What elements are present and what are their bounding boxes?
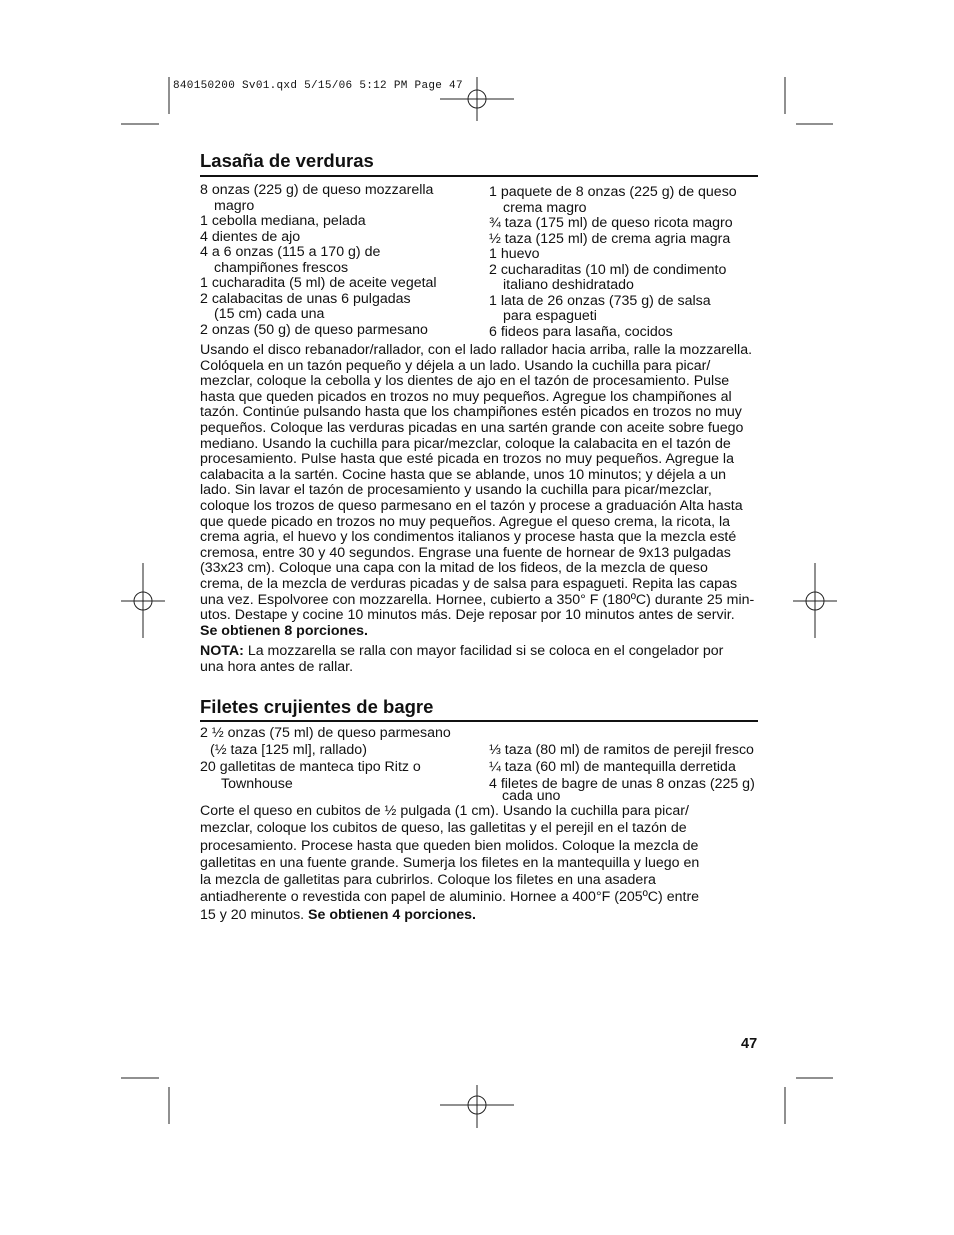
direction-line-last: 15 y 20 minutos. Se obtienen 4 porciones. [200, 906, 476, 923]
ingredient: 1 paquete de 8 onzas (225 g) de queso [489, 184, 737, 200]
ingredient: 4 filetes de bagre de unas 8 onzas (225 g) [489, 776, 755, 792]
ingredients-left-lasana [200, 183, 485, 338]
note-lasana: NOTA: La mozzarella se ralla con mayor facilidad si se coloca en el congelador por [200, 643, 724, 660]
ingredient: 6 fideos para lasaña, cocidos [489, 323, 673, 340]
ingredient: 2 calabacitas de unas 6 pulgadas [200, 290, 411, 307]
ingredients-right-lasana [489, 185, 764, 340]
direction-line: mezclar, coloque la cebolla y los dientes de ajo en el tazón de procesamiento. Pulse [200, 373, 730, 390]
direction-line: antiadherente o revestida con papel de aluminio. Hornee a 400°F (205ºC) entre [200, 889, 700, 906]
note-lasana-cont: una hora antes de rallar. [200, 658, 354, 675]
yield-lasana: Se obtienen 8 porciones. [200, 622, 368, 639]
direction-line: que quede picado en trozos no muy pequeños. Agregue el queso crema, la ricota, la [200, 513, 731, 530]
title-rule [200, 175, 758, 177]
ingredient-cont: para espagueti [503, 308, 597, 324]
direction-line: la mezcla de galletitas para cubrirlos. Coloque los filetes en una asadera [200, 872, 656, 889]
direction-line: pequeños. Coloque las verduras picadas en una sartén grande con aceite sobre fuego [200, 419, 744, 436]
directions-lasana [200, 343, 770, 675]
ingredient: 2 ½ onzas (75 ml) de queso parmesano [200, 725, 451, 741]
ingredient: ⅓ taza (80 ml) de ramitos de perejil fresco [489, 742, 754, 758]
direction-line: Corte el queso en cubitos de ½ pulgada (1 cm). Usando la cuchilla para picar/ [200, 803, 689, 819]
direction-line: Colóquela en un tazón pequeño y déjela a un lado. Usando la cuchilla para picar/ [200, 357, 711, 374]
ingredient-cont: (½ taza [125 ml], rallado) [210, 742, 367, 758]
direction-line: hasta que queden picados en trozos no muy pequeños. Agregue los champiñones al [200, 388, 732, 405]
yield-bagre: Se obtienen 4 porciones. [308, 906, 476, 923]
direction-line: coloque los trozos de queso parmesano en el tazón y procese a graduación Alta hasta [200, 497, 743, 514]
ingredient: 2 onzas (50 g) de queso parmesano [200, 321, 428, 338]
direction-line: (33x23 cm). Coloque una capa con la mitad de los fideos, de la mezcla de queso [200, 560, 708, 577]
page-number: 47 [741, 1036, 758, 1052]
direction-line: una vez. Espolvoree con mozzarella. Hornee, cubierto a 350° F (180ºC) durante 25 min- [200, 591, 755, 608]
ingredient: 1 lata de 26 onzas (735 g) de salsa [489, 292, 711, 309]
ingredient: ¼ taza (60 ml) de mantequilla derretida [489, 759, 736, 775]
ingredient-cont: champiñones frescos [214, 259, 349, 276]
ingredient: ½ taza (125 ml) de crema agria magra [489, 230, 731, 247]
direction-line: tazón. Continúe pulsando hasta que los champiñones estén picados en trozos no muy [200, 404, 742, 421]
ingredient-cont: italiano deshidratado [503, 277, 634, 293]
ingredient-cont: magro [214, 197, 255, 214]
recipe-title-bagre: Filetes crujientes de bagre [200, 696, 434, 717]
direction-line: utos. Destape y cocine 10 minutos más. Deje reposar por 10 minutos antes de servir. [200, 607, 735, 624]
direction-line: crema agria, el huevo y los condimentos italianos y procese hasta que la mezcla esté [200, 529, 737, 546]
ingredients-right-bagre [489, 742, 764, 805]
direction-line: procesamiento. Procese hasta que queden bien molidos. Coloque la mezcla de [200, 837, 699, 854]
direction-line: mezclar, coloque los cubitos de queso, las galletitas y el perejil en el tazón de [200, 820, 687, 837]
ingredient: 4 a 6 onzas (115 a 170 g) de [200, 244, 381, 260]
ingredients-left-bagre [200, 725, 485, 793]
note-label: NOTA: [200, 643, 244, 660]
direction-line: mediano. Usando la cuchilla para picar/mezclar, coloque la calabacita en el tazón de [200, 435, 731, 452]
direction-line: cremosa, entre 30 y 40 segundos. Engrase una fuente de hornear de 9x13 pulgadas [200, 544, 731, 561]
recipe-title-lasana: Lasaña de verduras [200, 150, 374, 171]
ingredient: 1 cucharadita (5 ml) de aceite vegetal [200, 275, 437, 291]
ingredient-cont: crema magro [503, 199, 587, 216]
direction-line: crema, de la mezcla de verduras picadas y de salsa para espagueti. Repita las capas [200, 575, 738, 592]
direction-line: procesamiento. Pulse hasta que esté picada en trozos no muy pequeños. Agregue la [200, 451, 734, 468]
ingredient-cont: cada uno [502, 788, 561, 804]
ingredient: 1 cebolla mediana, pelada [200, 213, 366, 229]
title-rule [200, 720, 758, 722]
ingredient: 4 dientes de ajo [200, 228, 301, 245]
direction-line: calabacita a la sartén. Cocine hasta que se ablande, unos 10 minutos; y déjela a un [200, 466, 727, 483]
direction-line: Usando el disco rebanador/rallador, con el lado rallador hacia arriba, ralle la mozzarella. [200, 342, 753, 358]
ingredient: ¾ taza (175 ml) de queso ricota magro [489, 215, 733, 231]
ingredient: 1 huevo [489, 246, 540, 262]
ingredient-cont: Townhouse [221, 776, 293, 792]
printer-slug: 840150200 Sv01.qxd 5/15/06 5:12 PM Page 47 [173, 80, 463, 92]
directions-bagre [200, 803, 770, 924]
ingredient: 2 cucharaditas (10 ml) de condimento [489, 261, 727, 278]
direction-line: lado. Sin lavar el tazón de procesamiento y usando la cuchilla para picar/mezclar, [200, 482, 712, 499]
ingredient: 8 onzas (225 g) de queso mozzarella [200, 182, 434, 198]
ingredient: 20 galletitas de manteca tipo Ritz o [200, 759, 421, 775]
ingredient-cont: (15 cm) cada una [214, 306, 325, 322]
direction-line: galletitas en una fuente grande. Sumerja los filetes en la mantequilla y luego en [200, 854, 700, 871]
